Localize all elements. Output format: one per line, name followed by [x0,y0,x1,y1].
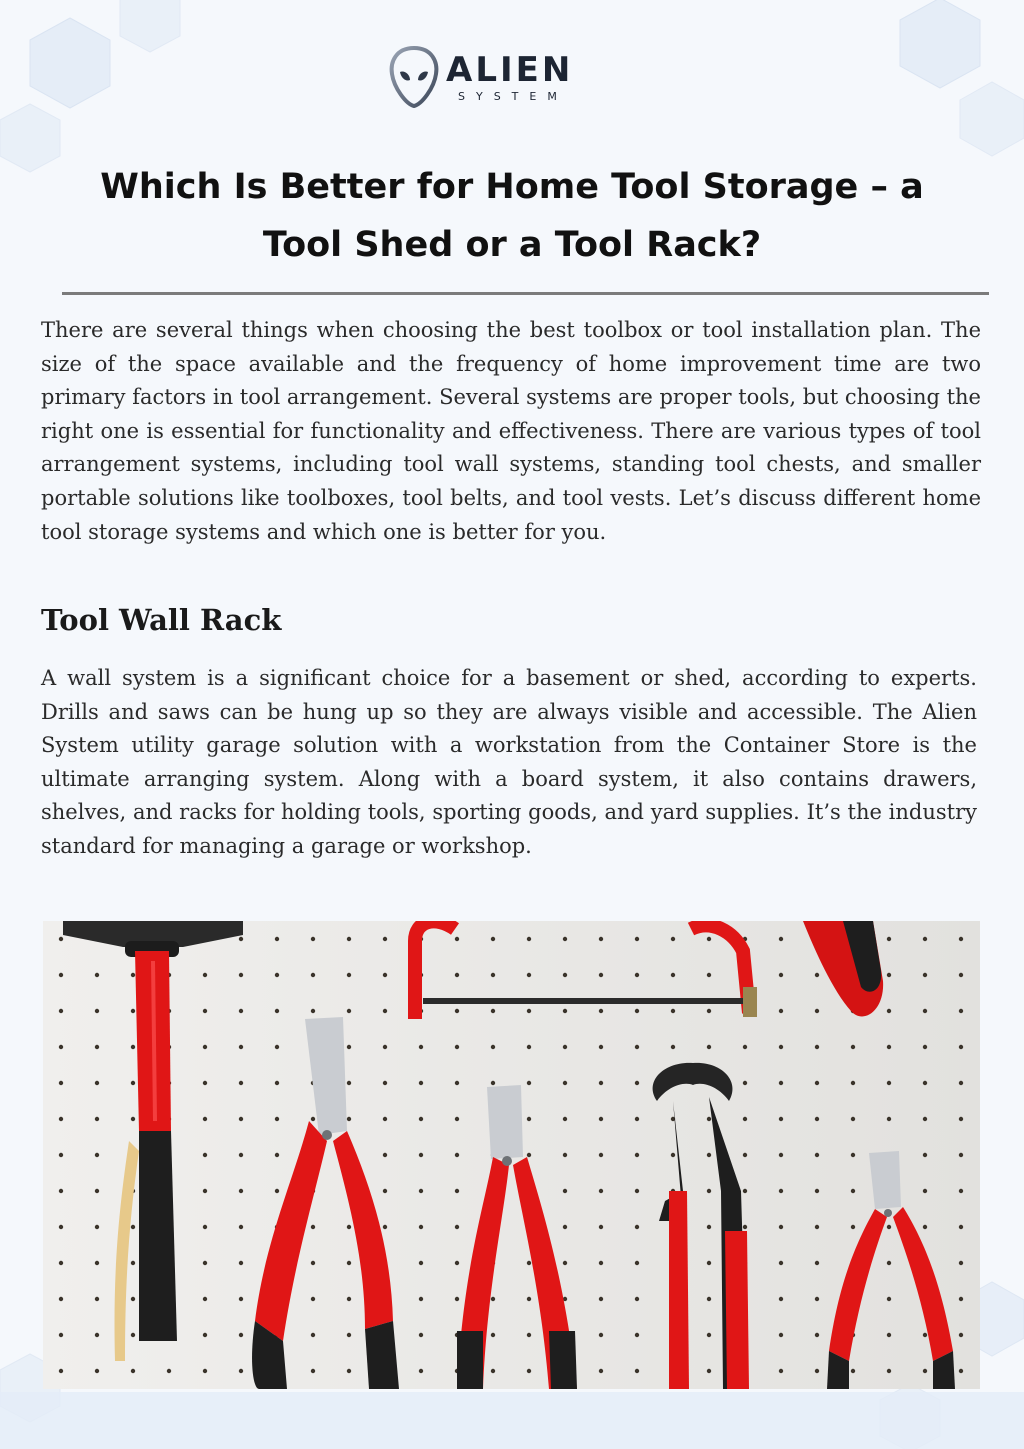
alien-head-icon [386,44,442,110]
title-line-2: Tool Shed or a Tool Rack? [262,225,762,265]
intro-paragraph: There are several things when choosing the best toolbox or tool installation plan. The size of the space available and the frequency of home improvement time are two primary factors in tool arrangement. Several systems are proper tools, but choosing the right one is essential for functionality and effectiveness. There are various types of tool arrangement systems, including tool wall systems, standing tool chests, and smaller portable solutions like toolboxes, tool belts, and tool vests. Let’s discuss different home tool storage systems and which one is better for you. [41,318,981,544]
title-line-1: Which Is Better for Home Tool Storage – a [100,167,924,207]
title-divider [62,292,989,295]
section-paragraph: A wall system is a significant choice for a basement or shed, according to experts. Drills and saws can be hung up so they are always visible and accessible. The Alien System utility garage solution with a workstation from the Container Store is the ultimate arranging system. Along with a board system, it also contains drawers, shelves, and racks for holding tools, sporting goods, and yard supplies. It’s the industry standard for managing a garage or workshop. [41,666,977,858]
logo-wordmark: ALIEN [446,50,574,90]
page-title [60,158,964,274]
logo-tagline: SYSTEM [458,90,568,103]
section-heading: Tool Wall Rack [41,603,282,637]
alien-system-logo[interactable] [386,44,636,114]
tools-pegboard-photo [43,921,980,1389]
